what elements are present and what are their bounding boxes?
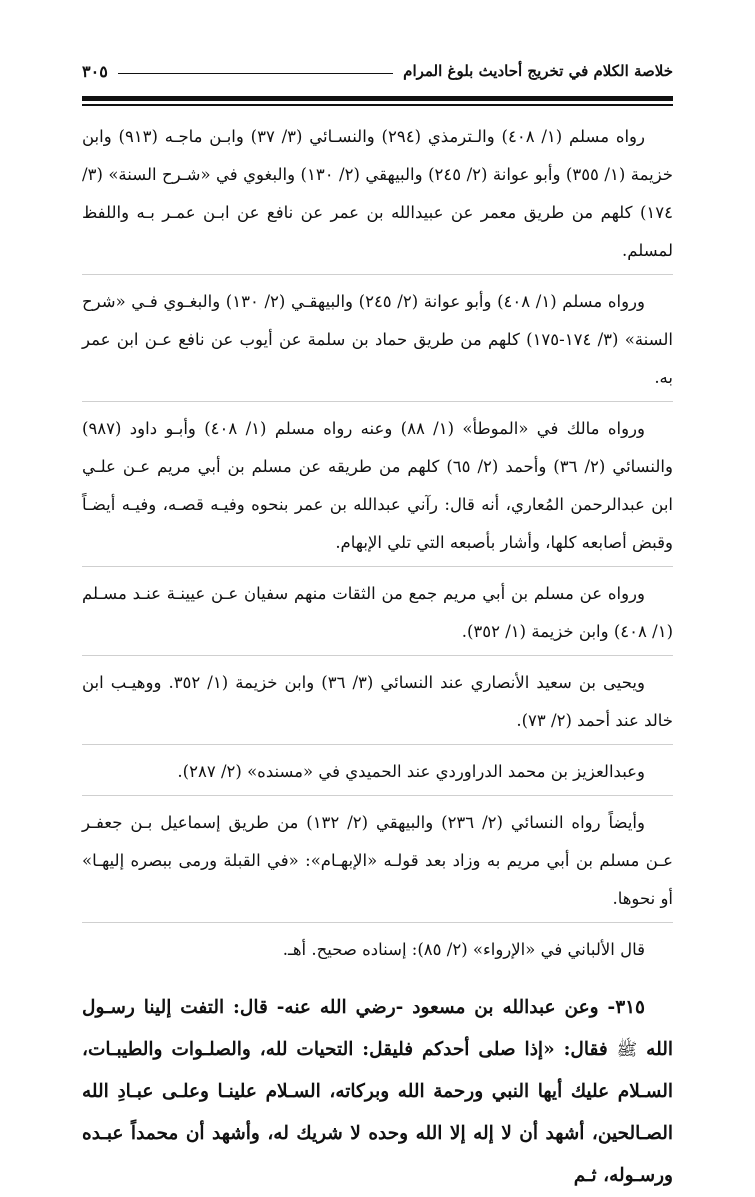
hadith-text-opening: وعن عبدالله بن مسعود -رضي الله عنه- قال: التفت إلينا رسـول الله <box>82 997 673 1060</box>
hadith-text-body: فقال: «إذا صلى أحدكم فليقل: التحيات لله، والصلـوات والطيبـات، السـلام عليك أيها النبي ورحمة الله وبركاته، السـلام علينـا وعلـى عبـادِ الله الصـالحين، أشهد أن لا إله إلا الله وحده لا شريك له، وأشهد أن محمداً عبـده ورسـوله، ثـم <box>82 1039 673 1186</box>
paragraph-8: قال الألباني في «الإرواء» (٢/ ٨٥): إسناده صحيح. أهـ. <box>282 940 645 959</box>
paragraph-1: رواه مسلم (١/ ٤٠٨) والـترمذي (٢٩٤) والنسـائي (٣/ ٣٧) وابـن ماجـه (٩١٣) وابن خزيمة (١/ ٣٥٥) وأبو عوانة (٢/ ٢٤٥) والبيهقي (٢/ ١٣٠) والبغوي في «شـرح السنة» (٣/ ١٧٤) كلهم من طريق معمر عن عبيدالله بن عمر عن نافع عن ابـن عمـر بـه واللفظ لمسلم. <box>82 118 673 275</box>
paragraph-6: وعبدالعزيز بن محمد الدراوردي عند الحميدي في «مسنده» (٢/ ٢٨٧). <box>82 753 673 796</box>
running-header <box>82 56 673 86</box>
paragraph-7: وأيضاً رواه النسائي (٢/ ٢٣٦) والبيهقي (٢/ ١٣٢) من طريق إسماعيل بـن جعفـر عـن مسلم بن أبي مريم به وزاد بعد قولـه «الإبهـام»: «في القبلة ورمى ببصره إليهـا» أو نحوها. <box>82 804 673 923</box>
header-rule-thick <box>82 96 673 101</box>
hadith-315 <box>82 987 673 1197</box>
salutation-glyph: ﷺ <box>616 1040 638 1060</box>
header-line <box>118 73 393 74</box>
paragraph-2: ورواه مسلم (١/ ٤٠٨) وأبو عوانة (٢/ ٢٤٥) والبيهقـي (٢/ ١٣٠) والبغـوي فـي «شرح السنة» (٣/ ١٧٤-١٧٥) كلهم من طريق حماد بن سلمة عن أيوب عن نافع عـن ابن عمر به. <box>82 283 673 402</box>
header-rule-thin <box>82 104 673 106</box>
running-title: خلاصة الكلام في تخريج أحاديث بلوغ المرام <box>403 62 673 80</box>
paragraph-5: ويحيى بن سعيد الأنصاري عند النسائي (٣/ ٣٦) وابن خزيمة (١/ ٣٥٢. ووهيـب ابن خالد عند أحمد (٢/ ٧٣). <box>82 664 673 745</box>
paragraph-4: ورواه عن مسلم بن أبي مريم جمع من الثقات منهم سفيان عـن عيينـة عنـد مسـلم (١/ ٤٠٨) وابن خزيمة (١/ ٣٥٢). <box>82 575 673 656</box>
page-number: ٣٠٥ <box>82 61 108 81</box>
page-body <box>82 118 673 1197</box>
hadith-number: ٣١٥- <box>607 997 645 1018</box>
paragraph-3: ورواه مالك في «الموطأ» (١/ ٨٨) وعنه رواه مسلم (١/ ٤٠٨) وأبـو داود (٩٨٧) والنسائي (٢/ ٣٦) وأحمد (٢/ ٦٥) كلهم من طريقه عن مسلم بن أبي مريم عـن علـي ابن عبدالرحمن المُعاري، أنه قال: رآني عبدالله بن عمر بنحوه وفيـه قصـه، وفيـه أيضـاً وقبض أصابعه كلها، وأشار بأصبعه التي تلي الإبهام. <box>82 410 673 567</box>
